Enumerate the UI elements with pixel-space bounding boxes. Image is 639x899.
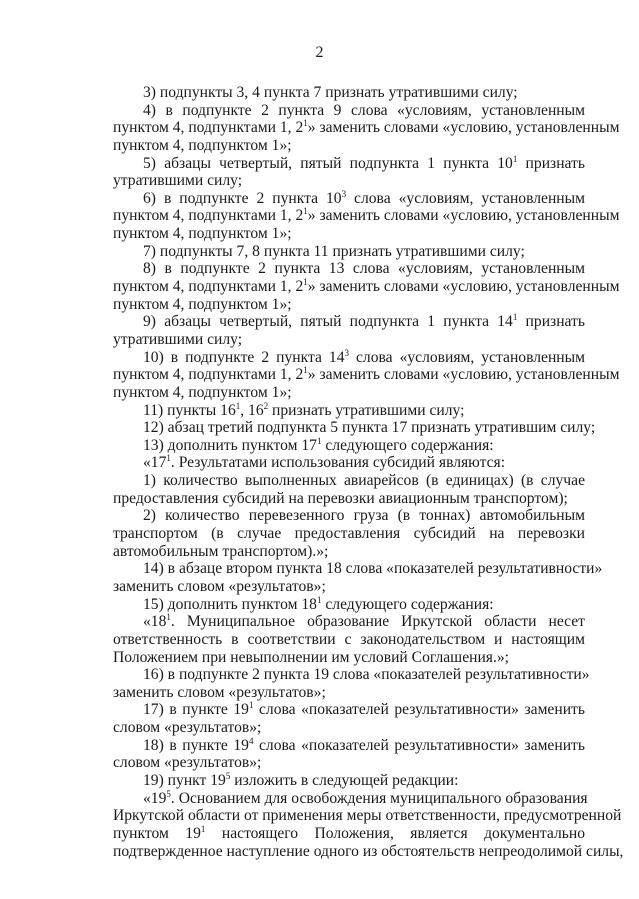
superscript: 1 xyxy=(166,453,171,464)
superscript: 1 xyxy=(200,823,206,834)
text-line: пунктом 4, подпунктом 1»; xyxy=(113,225,292,243)
superscript: 4 xyxy=(248,735,254,746)
superscript: 5 xyxy=(225,770,231,781)
text-line: Положением при невыполнении им условий Соглашения.»; xyxy=(113,648,510,666)
superscript: 1 xyxy=(303,365,308,376)
text-line: пунктом 4, подпунктом 1»; xyxy=(113,295,292,313)
text-line: утратившими силу; xyxy=(113,172,243,190)
text-line: «$17^1$. Результатами использования субсидий являются: xyxy=(143,453,506,472)
text-line: 19) пункт $19^5$ изложить в следующей редакции: xyxy=(143,770,459,789)
text-line: 17) в пункте $19^1$ слова «показателей результативности» заменить xyxy=(143,700,585,719)
superscript: 1 xyxy=(316,435,322,446)
superscript: 2 xyxy=(263,400,269,411)
superscript: 1 xyxy=(512,312,518,323)
text-line: Иркутской области от применения меры ответственности, предусмотренной xyxy=(113,807,622,825)
text-line: пунктом 4, подпунктами 1, $2^1$» заменить словами «условию, установленным xyxy=(113,206,620,225)
text-line: 16) в подпункте 2 пункта 19 слова «показателей результативности» xyxy=(143,666,590,684)
superscript: 1 xyxy=(512,153,518,164)
text-line: пунктом $19^1$ настоящего Положения, является документально xyxy=(113,823,585,842)
superscript: 3 xyxy=(344,347,350,358)
text-line: 2) количество перевезенного груза (в тоннах) автомобильным xyxy=(143,507,585,525)
text-line: 5) абзацы четвертый, пятый подпункта 1 пункта $10^1$ признать xyxy=(143,153,585,172)
superscript: 3 xyxy=(341,188,347,199)
superscript: 1 xyxy=(166,612,171,623)
superscript: 1 xyxy=(235,400,241,411)
text-line: автомобильным транспортом).»; xyxy=(113,542,329,560)
text-line: словом «результатов»; xyxy=(113,719,262,737)
document-body xyxy=(113,84,624,860)
text-line: 6) в подпункте 2 пункта $10^3$ слова «условиям, установленным xyxy=(143,188,585,207)
text-line: 10) в подпункте 2 пункта $14^3$ слова «условиям, установленным xyxy=(143,347,585,366)
text-line: пунктом 4, подпунктами 1, $2^1$» заменить словами «условию, установленным xyxy=(113,276,620,296)
text-line: 7) подпункты 7, 8 пункта 11 признать утратившими силу; xyxy=(143,242,525,260)
text-line: 4) в подпункте 2 пункта 9 слова «условиям, установленным xyxy=(143,101,585,119)
text-line: 11) пункты $16^1$, $16^2$ признать утратившими силу; xyxy=(143,400,465,419)
superscript: 1 xyxy=(248,700,254,711)
superscript: 1 xyxy=(316,594,322,605)
superscript: 1 xyxy=(303,206,308,217)
text-line: ответственность в соответствии с законодательством и настоящим xyxy=(113,630,585,648)
text-line: 15) дополнить пунктом $18^1$ следующего содержания: xyxy=(143,594,494,613)
text-line: 12) абзац третий подпункта 5 пункта 17 признать утратившим силу; xyxy=(143,419,596,437)
text-line: «$18^1$. Муниципальное образование Иркутской области несет xyxy=(143,612,585,631)
text-line: словом «результатов»; xyxy=(113,754,262,772)
superscript: 1 xyxy=(303,118,308,129)
text-line: 14) в абзаце втором пункта 18 слова «показателей результативности» xyxy=(143,560,603,578)
text-line: заменить словом «результатов»; xyxy=(113,577,326,595)
page-number: 2 xyxy=(315,44,324,61)
text-line: пунктом 4, подпунктом 1»; xyxy=(113,136,292,154)
text-line: 8) в подпункте 2 пункта 13 слова «условиям, установленным xyxy=(143,260,585,278)
text-line: транспортом (в случае предоставления субсидий на перевозки xyxy=(113,525,585,543)
text-line: пунктом 4, подпунктом 1»; xyxy=(113,383,292,401)
text-line: 9) абзацы четвертый, пятый подпункта 1 пункта $14^1$ признать xyxy=(143,312,585,331)
text-line: «$19^5$. Основанием для освобождения муниципального образования xyxy=(143,788,588,807)
text-line: 1) количество выполненных авиарейсов (в единицах) (в случае xyxy=(143,472,585,490)
text-line: 13) дополнить пунктом $17^1$ следующего содержания: xyxy=(143,435,494,454)
text-line: подтвержденное наступление одного из обстоятельств непреодолимой силы, xyxy=(113,842,624,860)
text-line: 18) в пункте $19^4$ слова «показателей результативности» заменить xyxy=(143,735,585,754)
text-line: пунктом 4, подпунктами 1, $2^1$» заменить словами «условию, установленным xyxy=(113,118,620,137)
superscript: 1 xyxy=(303,276,308,287)
superscript: 5 xyxy=(166,788,171,799)
text-line: утратившими силу; xyxy=(113,330,243,348)
text-line: заменить словом «результатов»; xyxy=(113,683,326,701)
text-line: пунктом 4, подпунктами 1, $2^1$» заменить словами «условию, установленным xyxy=(113,365,620,384)
text-line: 3) подпункты 3, 4 пункта 7 признать утратившими силу; xyxy=(143,84,518,101)
text-line: предоставления субсидий на перевозки авиационным транспортом); xyxy=(113,489,568,507)
